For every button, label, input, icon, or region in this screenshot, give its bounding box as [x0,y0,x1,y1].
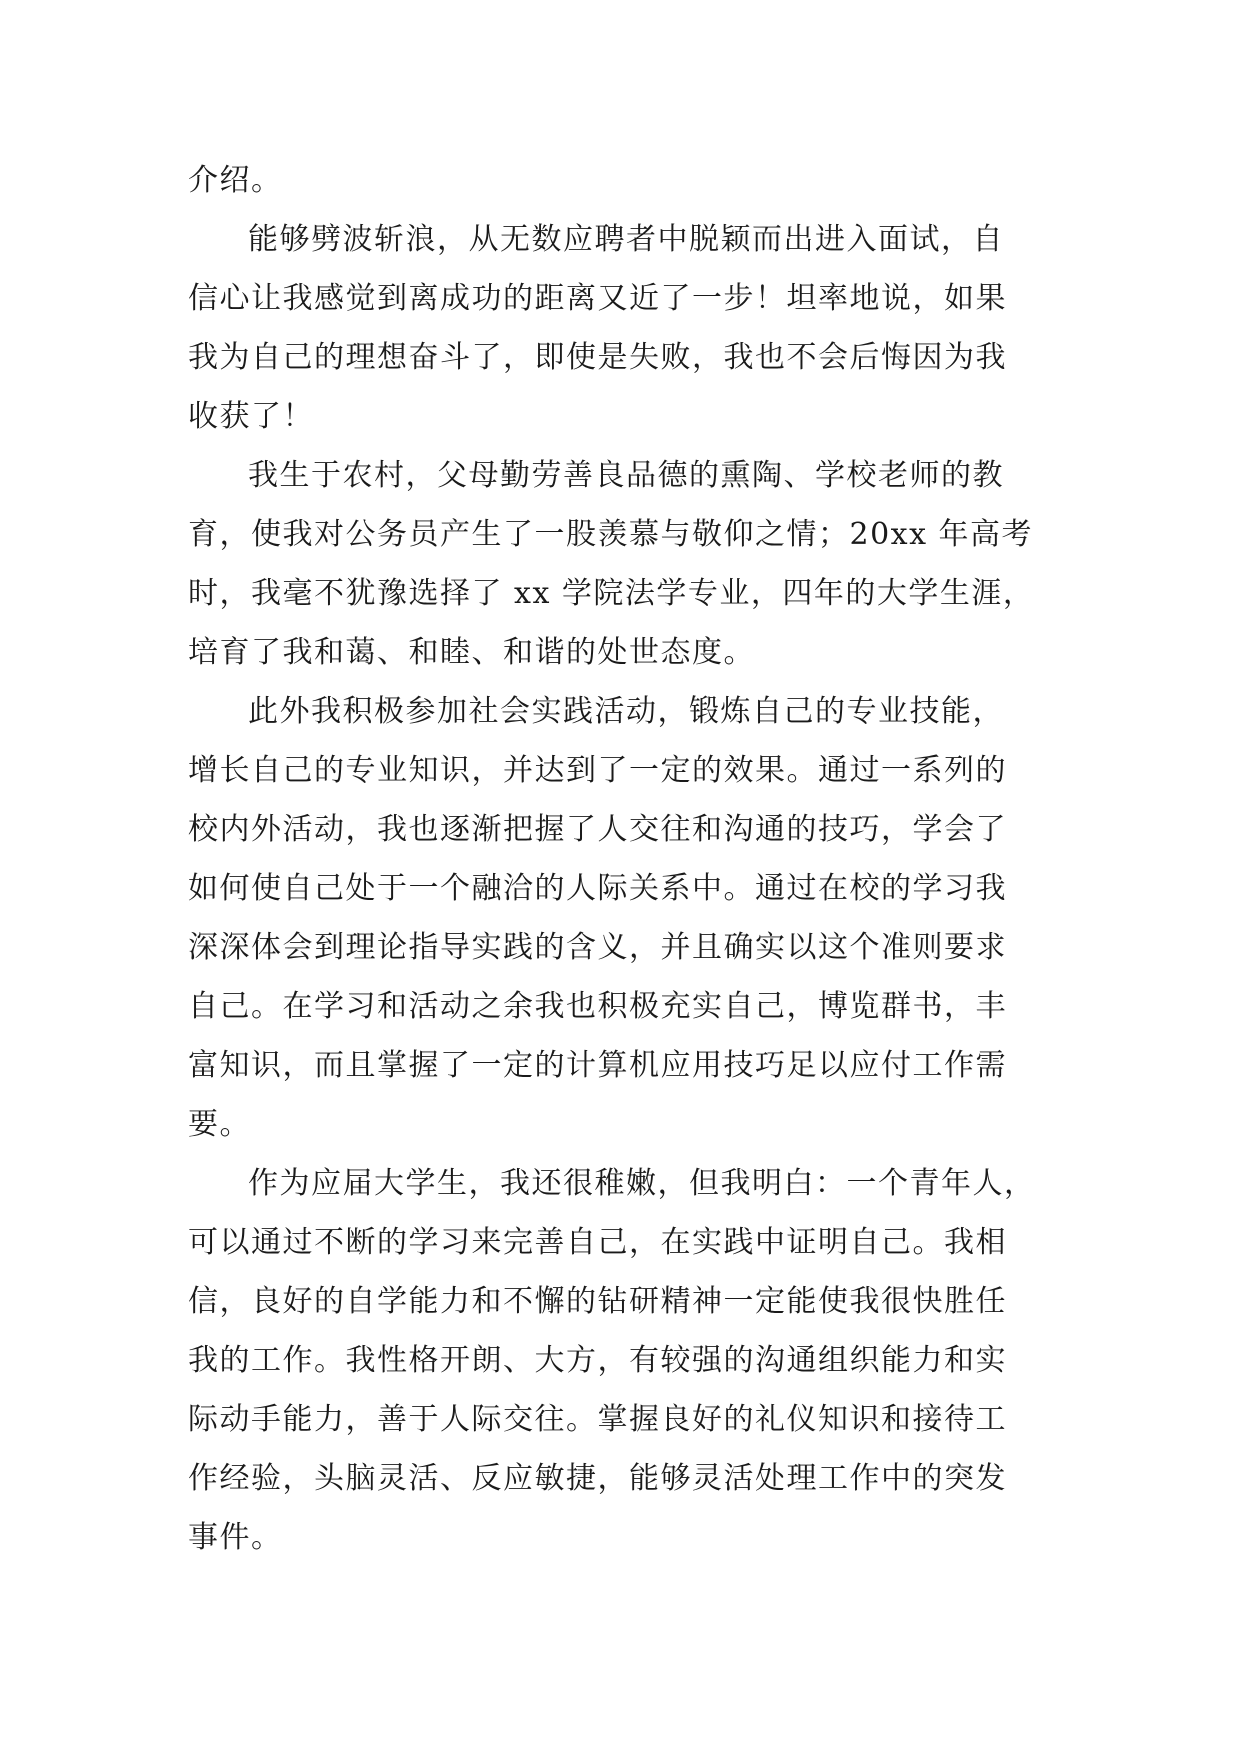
text-line: 如何使自己处于一个融洽的人际关系中。通过在校的学习我 [188,871,1007,906]
paragraph [188,1154,1068,1567]
text-line: 要。 [188,1107,251,1142]
text-line: 富知识，而且掌握了一定的计算机应用技巧足以应付工作需 [188,1048,1007,1083]
text-line: 深深体会到理论指导实践的含义，并且确实以这个准则要求 [188,930,1007,965]
text-line: 自己。在学习和活动之余我也积极充实自己，博览群书，丰 [188,989,1007,1024]
text-line: 信心让我感觉到离成功的距离又近了一步！坦率地说，如果 [188,281,1007,316]
text-line: 能够劈波斩浪，从无数应聘者中脱颖而出进入面试，自 [248,222,1004,257]
text-line: 作经验，头脑灵活、反应敏捷，能够灵活处理工作中的突发 [188,1461,1007,1496]
text-line: 际动手能力，善于人际交往。掌握良好的礼仪知识和接待工 [188,1402,1007,1437]
text-line: 时，我毫不犹豫选择了 xx 学院法学专业，四年的大学生涯， [188,576,1035,611]
text-line: 信，良好的自学能力和不懈的钻研精神一定能使我很快胜任 [188,1284,1007,1319]
text-line: 作为应届大学生，我还很稚嫩，但我明白：一个青年人， [248,1166,1036,1201]
text-line: 我生于农村，父母勤劳善良品德的熏陶、学校老师的教 [248,458,1004,493]
text-line: 此外我积极参加社会实践活动，锻炼自己的专业技能， [248,694,1004,729]
text-line: 我为自己的理想奋斗了，即使是失败，我也不会后悔因为我 [188,340,1007,375]
paragraph [188,682,1068,1154]
paragraph [188,446,1068,682]
text-line: 培育了我和蔼、和睦、和谐的处世态度。 [188,635,755,670]
paragraph [188,151,1068,210]
text-line: 可以通过不断的学习来完善自己，在实践中证明自己。我相 [188,1225,1007,1260]
text-line: 收获了！ [188,399,314,434]
paragraph [188,210,1068,446]
document-body [188,151,1068,1567]
text-line: 校内外活动，我也逐渐把握了人交往和沟通的技巧，学会了 [188,812,1007,847]
text-line: 育，使我对公务员产生了一股羡慕与敬仰之情；20xx 年高考 [188,517,1034,552]
text-line: 事件。 [188,1520,283,1555]
text-line: 增长自己的专业知识，并达到了一定的效果。通过一系列的 [188,753,1007,788]
text-line: 介绍。 [188,163,283,198]
text-line: 我的工作。我性格开朗、大方，有较强的沟通组织能力和实 [188,1343,1007,1378]
